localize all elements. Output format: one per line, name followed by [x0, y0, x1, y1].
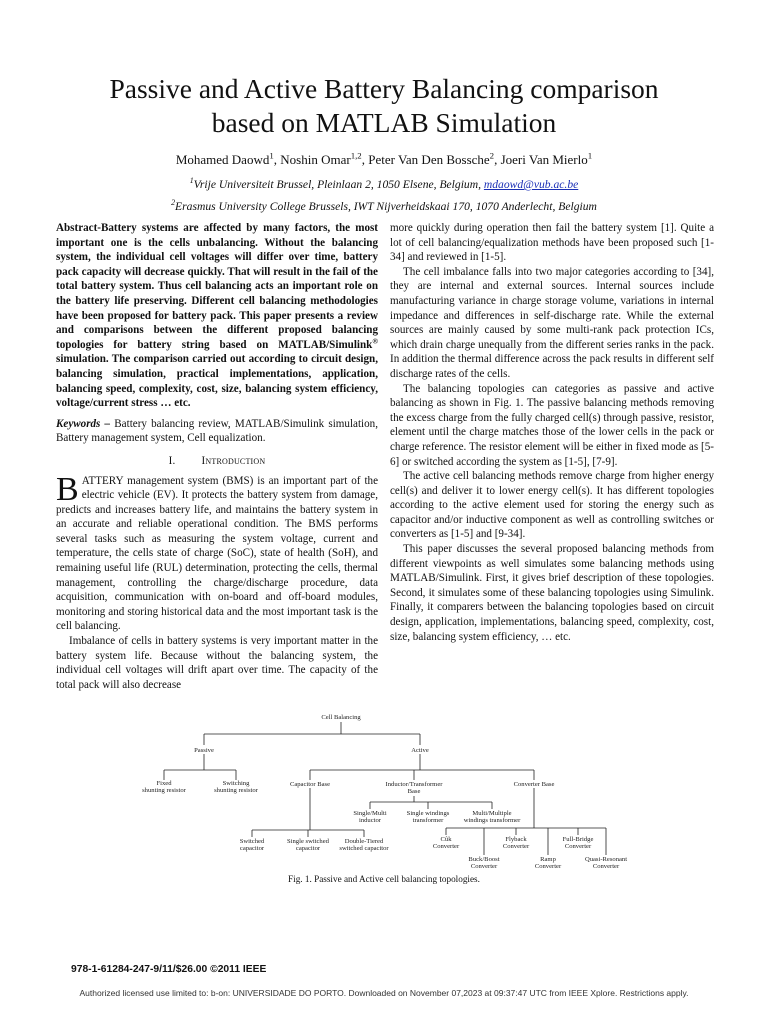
intro-paragraph-2: Imbalance of cells in battery systems is very important matter in the battery system life. Because without the balancing system, the individual cell voltages will drift apart over time. The capacity of the total pack will also decrease	[56, 635, 378, 691]
node-cuk-converter: Cûk Converter	[432, 836, 460, 850]
intro-paragraph-2-continued: more quickly during operation then fail the battery system [1]. Quite a lot of cell balancing/equalization methods have been proposed such [1-34] and reviewed in [1-5].	[390, 222, 714, 264]
intro-paragraph-3: The cell imbalance falls into two major categories according to [34], they are internal and external sources. Internal sources include manufacturing variance in charge storage volume, variations in internal impedance and differences in self-discharge rate. While the external sources are mainly caused by some multi-rank pack protection ICs, which drain charge unequally from the different series ranks in the pack. In addition the thermal difference across the pack results in different self discharge rates of the cells.	[390, 265, 714, 380]
isbn-copyright: 978-1-61284-247-9/11/$26.00 ©2011 IEEE	[71, 964, 267, 975]
node-converter-base: Converter Base	[513, 781, 555, 788]
node-multi-windings-transformer: Multi/Multiple windings transformer	[463, 810, 521, 824]
node-switched-capacitor: Switched capacitor	[239, 838, 265, 852]
license-footer: Authorized licensed use limited to: b-on: UNIVERSIDADE DO PORTO. Downloaded on November 07,2023 at 09:37:47 UTC from IEEE Xplore. Restrictions apply.	[79, 988, 689, 998]
intro-paragraph-5: The active cell balancing methods remove charge from higher energy cell(s) and deliver it to lower energy cell(s). It has different topologies according to the active element used for storing the energy such as capacitor and/or inductive component as well as controlling switches or converters as [1-5] and [9-34].	[390, 470, 714, 541]
abstract: Abstract-Battery systems are affected by many factors, the most important one is the cells unbalancing. Without the balancing system, the individual cell voltages will differ over time, battery pack capacity will decrease quickly. That will result in the fail of the total battery system. Thus cell balancing acts an important role on the battery life preserving. Different cell balancing methodologies have been proposed for battery pack. This paper presents a review and comparisons between the different proposed balancing topologies for battery string based on MATLAB/Simulink® simulation. The comparison carried out according to circuit design, balancing simulation, practical implementations, application, balancing speed, complexity, cost, size, balancing system efficiency, voltage/current stress … etc.	[56, 222, 378, 410]
intro-paragraph-4: The balancing topologies can categories as passive and active balancing as shown in Fig. 1. The passive balancing methods removing the excess charge from the fully charged cell(s) through passive, resistor, element until the charge matches those of the lower cells in the pack or charge reference. The resistor element will be either in fixed mode as [5-6] or switched according the system as [1-5], [7-9].	[390, 382, 714, 468]
node-flyback-converter: Flyback Converter	[502, 836, 530, 850]
author: Joeri Van Mierlo$^1$	[500, 150, 593, 167]
keywords-label: Keywords –	[56, 417, 111, 430]
figure-1-caption: Fig. 1. Passive and Active cell balancing topologies.	[288, 874, 480, 884]
title-line-2: based on MATLAB Simulation	[211, 107, 557, 138]
author: Noshin Omar$^{1,2}$,	[280, 150, 369, 167]
keywords: Keywords – Battery balancing review, MATLAB/Simulink simulation, Battery management system, Cell equalization.	[56, 417, 378, 445]
intro-paragraph-1: BATTERY management system (BMS) is an important part of the electric vehicle (EV). It protects the battery system from damage, predicts and increases battery life, and maintains the battery system in an accurate and reliable operational condition. The BMS performs several tasks such as measuring the system voltage, current and temperature, the cells state of charge (SoC), state of health (SoH), and remaining useful life (RUL) determination, protecting the cells, thermal management, controlling the charge/discharge procedure, data acquisition, communication with on-board and off-board modules, monitoring and storing historical data and the most important task is the cell balancing.	[56, 470, 378, 633]
affiliation-1: $^1$Vrije Universiteit Brussel, Pleinlaan 2, 1050 Elsene, Belgium, mdaowd@vub.ac.be	[189, 176, 579, 191]
title-line-1: Passive and Active Battery Balancing comparison	[109, 73, 659, 104]
node-active: Active	[411, 747, 429, 754]
node-buck-boost-converter: Buck/Boost Converter	[468, 856, 500, 870]
author: Peter Van Den Bossche$^2$,	[368, 150, 501, 167]
intro-paragraph-6: This paper discusses the several proposed balancing methods from different viewpoints as well simulates some balancing methods using MATLAB/Simulink. First, it gives brief description of these topologies. Second, it simulates some of these balancing topologies using Simulink. Finally, it comparers between the balancing topologies based on circuit design, application, implementations, balancing speed, complexity, cost, size, balancing system efficiency, … etc.	[390, 543, 714, 643]
node-single-switched-capacitor: Single switched capacitor	[287, 838, 329, 852]
figure-1-balancing-tree	[130, 710, 638, 876]
author-list	[40, 151, 728, 169]
node-ramp-converter: Ramp Converter	[534, 856, 562, 870]
node-quasi-resonant-converter: Quasi-Resonant Converter	[584, 856, 628, 870]
right-column	[390, 221, 714, 644]
node-double-tiered-switched-capacitor: Double-Tiered switched capacitor	[339, 838, 389, 852]
left-column	[56, 221, 378, 692]
author: Mohamed Daowd$^1$,	[175, 150, 281, 167]
paper-title	[40, 72, 728, 140]
node-switching-shunting-resistor: Switching shunting resistor	[214, 780, 258, 794]
node-passive: Passive	[194, 747, 214, 754]
node-fixed-shunting-resistor: Fixed shunting resistor	[142, 780, 186, 794]
node-capacitor-base: Capacitor Base	[289, 781, 331, 788]
affiliation-2: $^2$Erasmus University College Brussels, IWT Nijverheidskaai 170, 1070 Anderlecht, Belgium	[171, 198, 597, 213]
node-cell-balancing: Cell Balancing	[321, 714, 361, 721]
node-single-multi-inductor: Single/Multi inductor	[353, 810, 387, 824]
node-inductor-transformer-base: Inductor/Transformer Base	[385, 781, 443, 795]
author-email-link[interactable]: mdaowd@vub.ac.be	[483, 178, 579, 191]
node-single-windings-transformer: Single windings transformer	[406, 810, 450, 824]
drop-cap: B	[56, 470, 79, 508]
section-heading-introduction: I. Introduction	[168, 454, 266, 467]
node-full-bridge-converter: Full-Bridge Converter	[562, 836, 594, 850]
